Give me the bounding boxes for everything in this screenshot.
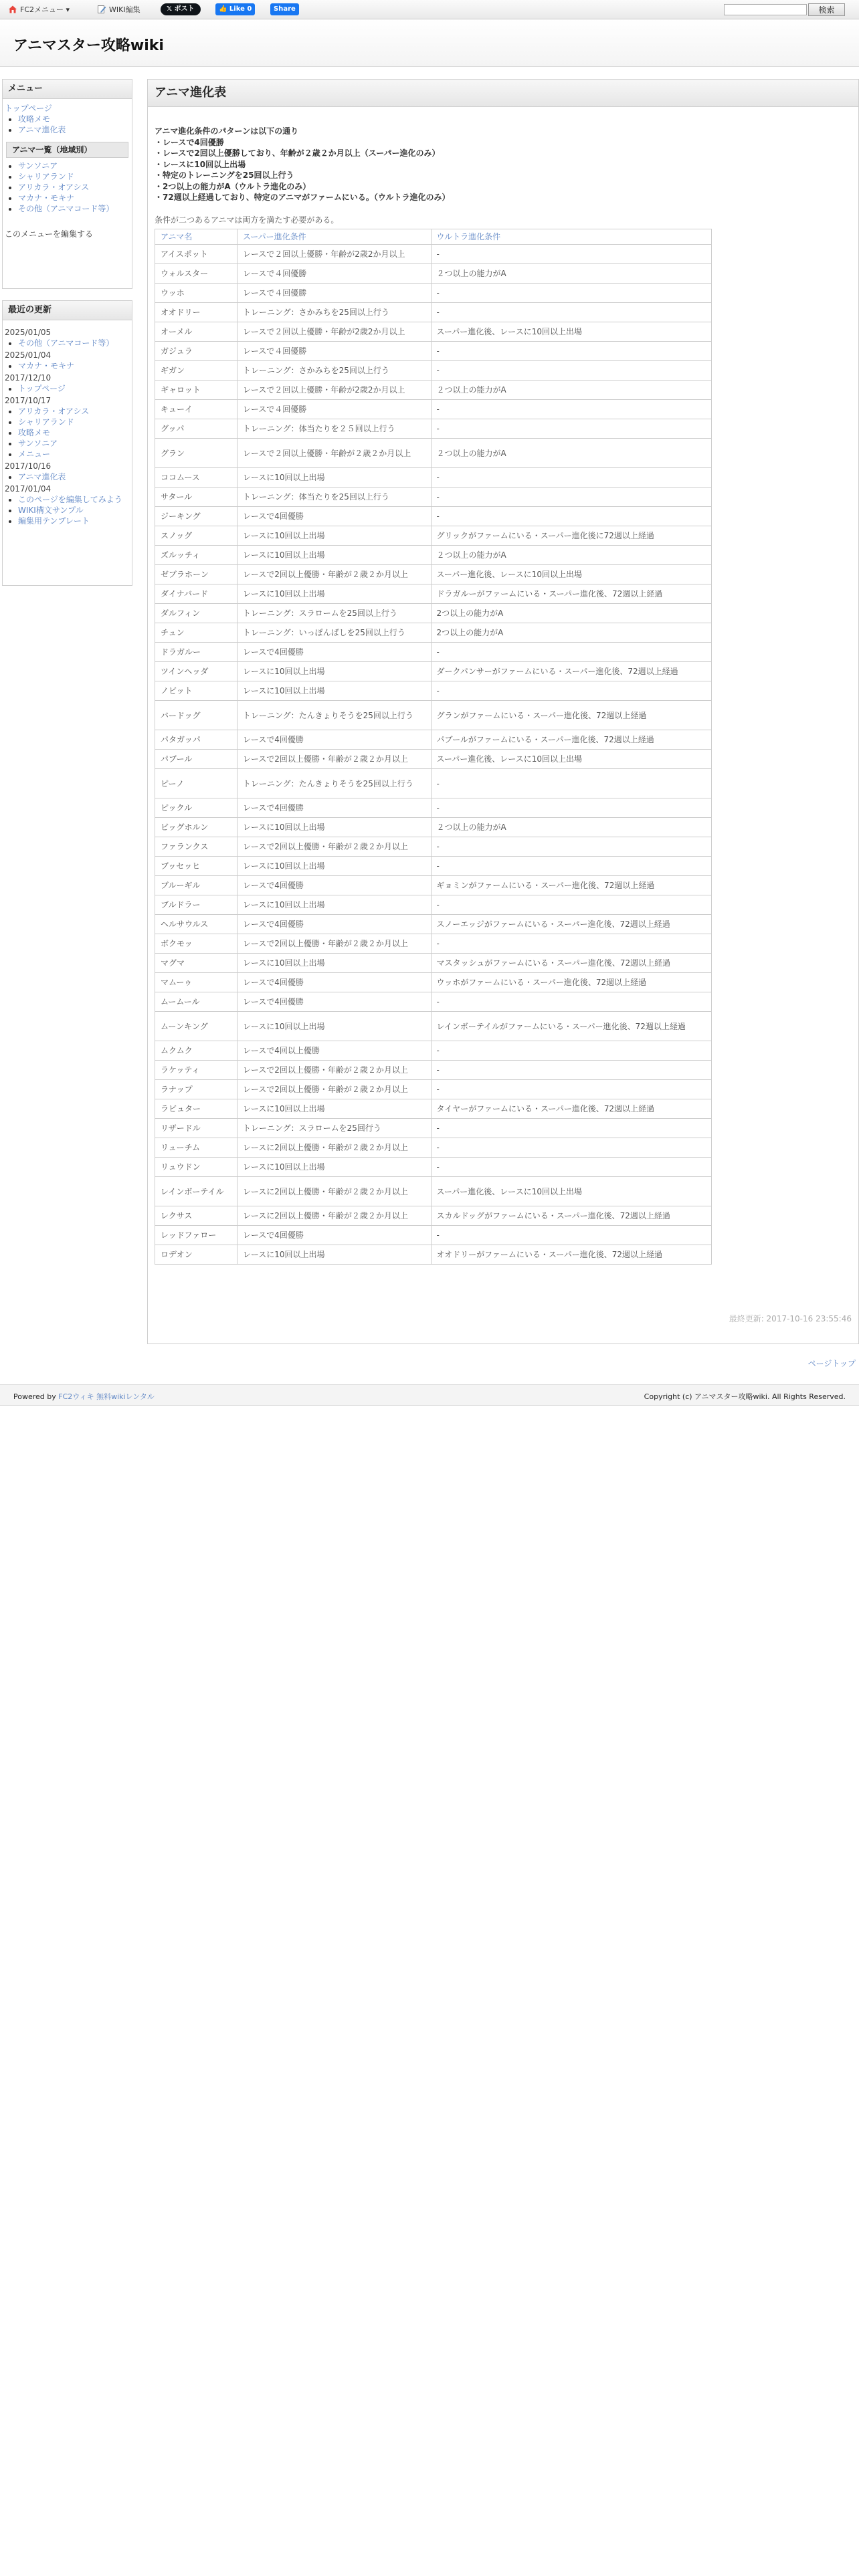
table-row: [155, 992, 712, 1012]
cell-super-evolution: レースで2回以上優勝・年齢が２歳２か月以上: [237, 934, 431, 954]
cell-anima-name: ブルーギル: [155, 876, 237, 895]
cell-anima-name: ココムース: [155, 468, 237, 488]
menu-link-strategy-memo[interactable]: 攻略メモ: [18, 114, 51, 124]
table-row: [155, 245, 712, 264]
intro-line: ・特定のトレーニングを25回以上行う: [155, 171, 294, 180]
menu-link-top[interactable]: トップページ: [5, 104, 52, 113]
cell-super-evolution: レースで２回以上優勝・年齢が2歳2か月以上: [237, 322, 431, 342]
table-row: [155, 681, 712, 701]
cell-anima-name: ギガン: [155, 361, 237, 381]
cell-anima-name: パブール: [155, 750, 237, 769]
cell-super-evolution: レースで２回以上優勝・年齢が２歳２か月以上: [237, 439, 431, 468]
cell-ultra-evolution: ドラガルーがファームにいる・スーパー進化後、72週以上経過: [431, 584, 712, 604]
table-row: [155, 419, 712, 439]
cell-super-evolution: レースに10回以上出場: [237, 895, 431, 915]
table-row: [155, 584, 712, 604]
header-anima-name: アニマ名: [155, 229, 237, 245]
update-link[interactable]: シャリアランド: [18, 417, 74, 427]
cell-anima-name: ファランクス: [155, 837, 237, 857]
table-row: [155, 1041, 712, 1061]
cell-anima-name: ゼブラホーン: [155, 565, 237, 584]
update-link[interactable]: サンソニア: [18, 439, 58, 448]
cell-ultra-evolution: -: [431, 303, 712, 322]
menu-link-evolution-table[interactable]: アニマ進化表: [18, 125, 66, 134]
sidebar-menu: [2, 79, 132, 289]
cell-ultra-evolution: -: [431, 1138, 712, 1158]
intro-line: ・レースで2回以上優勝しており、年齢が２歳２か月以上（スーパー進化のみ）: [155, 148, 440, 158]
cell-anima-name: リザードル: [155, 1119, 237, 1138]
table-row: [155, 1138, 712, 1158]
table-row: [155, 643, 712, 662]
table-row: [155, 322, 712, 342]
cell-super-evolution: レースで4回優勝: [237, 798, 431, 818]
table-row: [155, 1119, 712, 1138]
cell-ultra-evolution: スーパー進化後、レースに10回以上出場: [431, 750, 712, 769]
cell-super-evolution: レースで４回優勝: [237, 264, 431, 284]
update-link[interactable]: このページを編集してみよう: [18, 495, 122, 504]
evolution-table: [155, 229, 712, 1265]
table-row: [155, 1226, 712, 1245]
cell-anima-name: ロデオン: [155, 1245, 237, 1265]
region-list-heading: アニマ一覧（地域別）: [6, 142, 128, 158]
site-header: [0, 19, 859, 67]
wiki-edit-label: WIKI編集: [109, 5, 140, 14]
cell-ultra-evolution: -: [431, 361, 712, 381]
table-row: [155, 361, 712, 381]
cell-super-evolution: トレーニング：たんきょりそうを25回以上行う: [237, 701, 431, 730]
table-row: [155, 488, 712, 507]
header-super-evolution: スーパー進化条件: [237, 229, 431, 245]
cell-super-evolution: トレーニング：スラロームを25回行う: [237, 1119, 431, 1138]
cell-super-evolution: レースに2回以上優勝・年齢が２歳２か月以上: [237, 1177, 431, 1206]
cell-super-evolution: レースに2回以上優勝・年齢が２歳２か月以上: [237, 1206, 431, 1226]
table-row: [155, 623, 712, 643]
update-link[interactable]: マカナ・モキナ: [18, 361, 75, 370]
cell-anima-name: ドラガルー: [155, 643, 237, 662]
cell-anima-name: ノビット: [155, 681, 237, 701]
cell-super-evolution: レースに10回以上出場: [237, 681, 431, 701]
cell-anima-name: オオドリー: [155, 303, 237, 322]
table-row: [155, 934, 712, 954]
update-link[interactable]: メニュー: [18, 449, 51, 459]
edit-icon: [97, 5, 106, 14]
table-row: [155, 604, 712, 623]
cell-anima-name: オーメル: [155, 322, 237, 342]
update-link[interactable]: アニマ進化表: [18, 472, 66, 481]
cell-ultra-evolution: マスタッシュがファームにいる・スーパー進化後、72週以上経過: [431, 954, 712, 973]
cell-super-evolution: レースで4回優勝: [237, 915, 431, 934]
table-row: [155, 1012, 712, 1041]
cell-anima-name: ギャロット: [155, 381, 237, 400]
table-row: [155, 973, 712, 992]
cell-super-evolution: レースに10回以上出場: [237, 546, 431, 565]
cell-ultra-evolution: オオドリーがファームにいる・スーパー進化後、72週以上経過: [431, 1245, 712, 1265]
cell-super-evolution: レースで4回優勝: [237, 643, 431, 662]
powered-by: [13, 1391, 155, 1402]
update-link[interactable]: その他（アニマコード等）: [18, 338, 114, 348]
cell-super-evolution: レースに10回以上出場: [237, 954, 431, 973]
cell-ultra-evolution: -: [431, 400, 712, 419]
cell-ultra-evolution: レインボーテイルがファームにいる・スーパー進化後、72週以上経過: [431, 1012, 712, 1041]
edit-menu-link[interactable]: このメニューを編集する: [5, 229, 94, 239]
table-row: [155, 1245, 712, 1265]
cell-ultra-evolution: ギョミンがファームにいる・スーパー進化後、72週以上経過: [431, 876, 712, 895]
cell-super-evolution: レースで４回優勝: [237, 284, 431, 303]
cell-anima-name: ウォルスター: [155, 264, 237, 284]
table-row: [155, 1080, 712, 1099]
update-link[interactable]: WIKI構文サンプル: [18, 506, 84, 515]
cell-anima-name: キューイ: [155, 400, 237, 419]
cell-anima-name: ダイナバード: [155, 584, 237, 604]
cell-super-evolution: レースで２回以上優勝・年齢が2歳2か月以上: [237, 381, 431, 400]
cell-ultra-evolution: ２つ以上の能力がA: [431, 439, 712, 468]
cell-ultra-evolution: -: [431, 895, 712, 915]
cell-super-evolution: トレーニング：スラロームを25回以上行う: [237, 604, 431, 623]
update-date: 2017/10/16: [5, 461, 52, 471]
cell-super-evolution: レースで２回以上優勝・年齢が2歳2か月以上: [237, 245, 431, 264]
menu-heading: メニュー: [3, 80, 132, 99]
cell-super-evolution: レースで4回優勝: [237, 973, 431, 992]
cell-ultra-evolution: スノーエッジがファームにいる・スーパー進化後、72週以上経過: [431, 915, 712, 934]
update-date: 2017/10/17: [5, 396, 52, 405]
cell-super-evolution: レースに10回以上出場: [237, 1012, 431, 1041]
recent-updates-heading: 最近の更新: [3, 301, 132, 320]
cell-super-evolution: レースで2回以上優勝・年齢が２歳２か月以上: [237, 1061, 431, 1080]
wiki-edit-link[interactable]: [97, 4, 140, 15]
site-title[interactable]: アニマスター攻略wiki: [13, 37, 164, 54]
region-link-sansonia[interactable]: サンソニア: [18, 161, 58, 171]
copyright: Copyright (c) アニマスター攻略wiki. All Rights Reserved.: [644, 1392, 846, 1401]
cell-super-evolution: レースで4回優勝: [237, 992, 431, 1012]
cell-anima-name: グッパ: [155, 419, 237, 439]
cell-ultra-evolution: -: [431, 419, 712, 439]
update-link[interactable]: 攻略メモ: [18, 428, 51, 437]
table-row: [155, 895, 712, 915]
cell-anima-name: グラン: [155, 439, 237, 468]
cell-anima-name: リュウドン: [155, 1158, 237, 1177]
cell-super-evolution: レースで2回以上優勝・年齢が２歳２か月以上: [237, 750, 431, 769]
update-date: 2017/12/10: [5, 373, 52, 383]
table-row: [155, 284, 712, 303]
cell-super-evolution: レースに2回以上優勝・年齢が２歳２か月以上: [237, 1138, 431, 1158]
table-header-row: [155, 229, 712, 245]
update-link[interactable]: 編集用テンプレート: [18, 516, 90, 526]
search-button[interactable]: 検索: [808, 3, 845, 16]
cell-anima-name: バードッグ: [155, 701, 237, 730]
update-date: 2025/01/05: [5, 328, 52, 337]
cell-ultra-evolution: -: [431, 245, 712, 264]
cell-anima-name: ツインヘッダ: [155, 662, 237, 681]
cell-anima-name: マグマ: [155, 954, 237, 973]
intro-line: ・レースに10回以上出場: [155, 159, 246, 169]
cell-ultra-evolution: -: [431, 488, 712, 507]
x-post-button[interactable]: 𝕏 ポスト: [161, 3, 201, 15]
page-title: アニマ進化表: [148, 80, 858, 107]
footer: [0, 1384, 859, 1406]
cell-ultra-evolution: スーパー進化後、レースに10回以上出場: [431, 565, 712, 584]
evolution-intro: [155, 126, 858, 203]
facebook-like-button[interactable]: 👍 Like 0: [215, 3, 255, 15]
cell-super-evolution: レースで４回優勝: [237, 342, 431, 361]
cell-super-evolution: トレーニング：体当たりを25回以上行う: [237, 488, 431, 507]
cell-super-evolution: レースに10回以上出場: [237, 468, 431, 488]
cell-ultra-evolution: スカルドッグがファームにいる・スーパー進化後、72週以上経過: [431, 1206, 712, 1226]
table-row: [155, 468, 712, 488]
cell-anima-name: ズルッチィ: [155, 546, 237, 565]
cell-ultra-evolution: -: [431, 681, 712, 701]
cell-ultra-evolution: -: [431, 992, 712, 1012]
table-row: [155, 915, 712, 934]
cell-super-evolution: トレーニング：いっぽんばしを25回以上行う: [237, 623, 431, 643]
search-input[interactable]: [724, 4, 807, 15]
cell-ultra-evolution: -: [431, 934, 712, 954]
table-row: [155, 662, 712, 681]
table-row: [155, 507, 712, 526]
cell-super-evolution: トレーニング：さかみちを25回以上行う: [237, 361, 431, 381]
cell-ultra-evolution: -: [431, 468, 712, 488]
cell-super-evolution: レースに10回以上出場: [237, 857, 431, 876]
cell-super-evolution: レースに10回以上出場: [237, 1099, 431, 1119]
cell-ultra-evolution: ダークパンサーがファームにいる・スーパー進化後、72週以上経過: [431, 662, 712, 681]
cell-anima-name: ウッホ: [155, 284, 237, 303]
fc2-menu[interactable]: [8, 4, 70, 15]
region-link-makana-mokina[interactable]: マカナ・モキナ: [18, 193, 75, 203]
cell-super-evolution: レースで4回以上優勝: [237, 1041, 431, 1061]
cell-super-evolution: レースに10回以上出場: [237, 818, 431, 837]
intro-line: ・2つ以上の能力がA（ウルトラ進化のみ）: [155, 181, 311, 191]
cell-anima-name: ビッグホルン: [155, 818, 237, 837]
cell-ultra-evolution: -: [431, 769, 712, 798]
cell-ultra-evolution: グリックがファームにいる・スーパー進化後に72週以上経過: [431, 526, 712, 546]
cell-ultra-evolution: タイヤーがファームにいる・スーパー進化後、72週以上経過: [431, 1099, 712, 1119]
table-row: [155, 546, 712, 565]
cell-ultra-evolution: -: [431, 798, 712, 818]
cell-anima-name: ラナップ: [155, 1080, 237, 1099]
cell-anima-name: ラビュター: [155, 1099, 237, 1119]
last-updated: 最終更新: 2017-10-16 23:55:46: [729, 1314, 852, 1323]
table-row: [155, 1206, 712, 1226]
cell-super-evolution: レースで4回優勝: [237, 1226, 431, 1245]
cell-super-evolution: レースで4回優勝: [237, 730, 431, 750]
header-ultra-evolution: ウルトラ進化条件: [431, 229, 712, 245]
cell-anima-name: ガジュラ: [155, 342, 237, 361]
cell-ultra-evolution: ２つ以上の能力がA: [431, 381, 712, 400]
cell-anima-name: レクサス: [155, 1206, 237, 1226]
cell-anima-name: ブッセッヒ: [155, 857, 237, 876]
cell-ultra-evolution: -: [431, 284, 712, 303]
intro-line: アニマ進化条件のパターンは以下の通り: [155, 126, 299, 136]
region-link-others[interactable]: その他（アニマコード等）: [18, 204, 114, 213]
cell-super-evolution: レースに10回以上出場: [237, 1158, 431, 1177]
sidebar-recent-updates: [2, 300, 132, 586]
cell-ultra-evolution: -: [431, 342, 712, 361]
cell-super-evolution: レースで2回以上優勝・年齢が２歳２か月以上: [237, 565, 431, 584]
table-row: [155, 565, 712, 584]
cell-super-evolution: レースに10回以上出場: [237, 584, 431, 604]
cell-ultra-evolution: ２つ以上の能力がA: [431, 546, 712, 565]
region-link-arikara-oasis[interactable]: アリカラ・オアシス: [18, 183, 90, 192]
table-row: [155, 1158, 712, 1177]
main-content: [147, 79, 859, 1344]
update-date: 2025/01/04: [5, 350, 52, 360]
cell-super-evolution: レースに10回以上出場: [237, 526, 431, 546]
cell-ultra-evolution: スーパー進化後、レースに10回以上出場: [431, 1177, 712, 1206]
cell-super-evolution: トレーニング：さかみちを25回以上行う: [237, 303, 431, 322]
cell-anima-name: ピーノ: [155, 769, 237, 798]
cell-ultra-evolution: 2つ以上の能力がA: [431, 623, 712, 643]
cell-ultra-evolution: パブールがファームにいる・スーパー進化後、72週以上経過: [431, 730, 712, 750]
table-row: [155, 818, 712, 837]
table-row: [155, 1177, 712, 1206]
update-link[interactable]: アリカラ・オアシス: [18, 407, 90, 416]
cell-ultra-evolution: ２つ以上の能力がA: [431, 818, 712, 837]
cell-ultra-evolution: 2つ以上の能力がA: [431, 604, 712, 623]
cell-ultra-evolution: -: [431, 857, 712, 876]
powered-by-text: Powered by: [13, 1392, 59, 1401]
cell-ultra-evolution: -: [431, 1158, 712, 1177]
cell-ultra-evolution: -: [431, 1119, 712, 1138]
update-link[interactable]: トップページ: [18, 384, 66, 393]
cell-anima-name: ボクモッ: [155, 934, 237, 954]
cell-super-evolution: レースで2回以上優勝・年齢が２歳２か月以上: [237, 1080, 431, 1099]
cell-anima-name: ムーンキング: [155, 1012, 237, 1041]
cell-super-evolution: レースで4回優勝: [237, 507, 431, 526]
cell-anima-name: ジーキング: [155, 507, 237, 526]
cell-ultra-evolution: ウッホがファームにいる・スーパー進化後、72週以上経過: [431, 973, 712, 992]
cell-anima-name: ピックル: [155, 798, 237, 818]
cell-ultra-evolution: ２つ以上の能力がA: [431, 264, 712, 284]
condition-note: 条件が二つあるアニマは両方を満たす必要がある。: [155, 215, 339, 225]
region-link-shariland[interactable]: シャリアランド: [18, 172, 74, 181]
cell-super-evolution: レースで2回以上優勝・年齢が２歳２か月以上: [237, 837, 431, 857]
fc2wiki-link[interactable]: FC2ウィキ 無料wikiレンタル: [58, 1392, 155, 1401]
table-row: [155, 798, 712, 818]
table-row: [155, 1061, 712, 1080]
table-row: [155, 342, 712, 361]
cell-anima-name: ラケッティ: [155, 1061, 237, 1080]
cell-super-evolution: レースで４回優勝: [237, 400, 431, 419]
cell-anima-name: サタール: [155, 488, 237, 507]
cell-anima-name: リューチム: [155, 1138, 237, 1158]
table-row: [155, 381, 712, 400]
cell-anima-name: ムクムク: [155, 1041, 237, 1061]
cell-super-evolution: トレーニング：たんきょりそうを25回以上行う: [237, 769, 431, 798]
cell-anima-name: チュン: [155, 623, 237, 643]
table-row: [155, 730, 712, 750]
table-row: [155, 526, 712, 546]
cell-anima-name: ダルフィン: [155, 604, 237, 623]
table-row: [155, 303, 712, 322]
table-row: [155, 769, 712, 798]
cell-anima-name: アイスポット: [155, 245, 237, 264]
cell-anima-name: レインボーテイル: [155, 1177, 237, 1206]
table-row: [155, 439, 712, 468]
cell-ultra-evolution: -: [431, 507, 712, 526]
table-row: [155, 750, 712, 769]
cell-anima-name: ヘルサウルス: [155, 915, 237, 934]
cell-super-evolution: レースに10回以上出場: [237, 662, 431, 681]
intro-line: ・72週以上経過しており、特定のアニマがファームにいる。（ウルトラ進化のみ）: [155, 193, 450, 202]
cell-ultra-evolution: -: [431, 1061, 712, 1080]
cell-anima-name: パタガッパ: [155, 730, 237, 750]
cell-super-evolution: トレーニング：体当たりを２５回以上行う: [237, 419, 431, 439]
cell-ultra-evolution: -: [431, 1041, 712, 1061]
table-row: [155, 1099, 712, 1119]
cell-super-evolution: レースで4回優勝: [237, 876, 431, 895]
cell-anima-name: マムーゥ: [155, 973, 237, 992]
cell-ultra-evolution: -: [431, 1080, 712, 1099]
page-top-link[interactable]: ページトップ: [807, 1359, 856, 1368]
cell-ultra-evolution: グランがファームにいる・スーパー進化後、72週以上経過: [431, 701, 712, 730]
cell-anima-name: スノッグ: [155, 526, 237, 546]
fc2-toolbar: [0, 0, 859, 19]
update-date: 2017/01/04: [5, 484, 52, 494]
cell-ultra-evolution: -: [431, 837, 712, 857]
table-row: [155, 400, 712, 419]
table-row: [155, 857, 712, 876]
cell-anima-name: ブルドラー: [155, 895, 237, 915]
facebook-share-button[interactable]: Share: [270, 3, 299, 15]
cell-anima-name: ムームール: [155, 992, 237, 1012]
cell-anima-name: レッドファロー: [155, 1226, 237, 1245]
cell-ultra-evolution: -: [431, 643, 712, 662]
table-row: [155, 264, 712, 284]
intro-line: ・レースで4回優勝: [155, 137, 224, 147]
fc2-home-icon: [8, 5, 17, 14]
cell-ultra-evolution: -: [431, 1226, 712, 1245]
cell-super-evolution: レースに10回以上出場: [237, 1245, 431, 1265]
table-row: [155, 837, 712, 857]
cell-ultra-evolution: スーパー進化後、レースに10回以上出場: [431, 322, 712, 342]
table-row: [155, 701, 712, 730]
table-row: [155, 954, 712, 973]
fc2-menu-label: FC2メニュー ▾: [20, 5, 70, 14]
table-row: [155, 876, 712, 895]
